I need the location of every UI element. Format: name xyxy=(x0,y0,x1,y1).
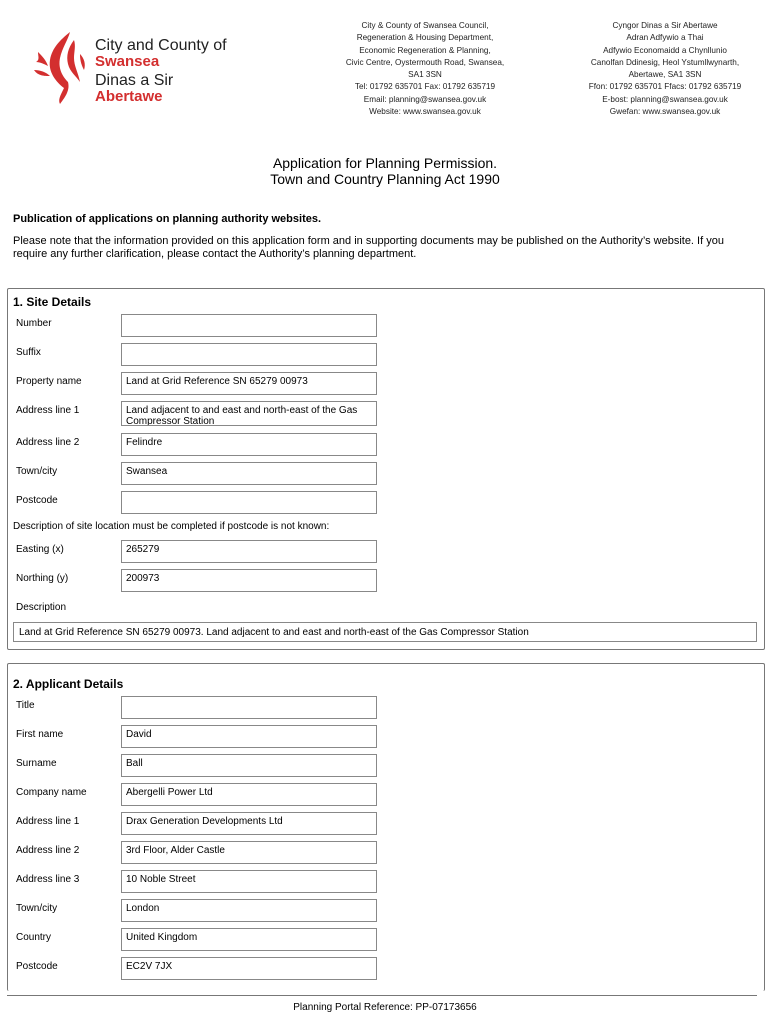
form-title: Application for Planning Permission. xyxy=(272,155,498,171)
applicant-address-line3-field[interactable]: 10 Noble Street xyxy=(121,870,377,893)
site-address-line2-field[interactable]: Felindre xyxy=(121,433,377,456)
logo-line3: Dinas a Sir xyxy=(95,72,174,89)
site-number-field[interactable] xyxy=(121,314,377,337)
applicant-company-field[interactable]: Abergelli Power Ltd xyxy=(121,783,377,806)
applicant-details-heading: 2. Applicant Details xyxy=(13,677,124,691)
applicant-town-label: Town/city xyxy=(16,903,58,914)
address-en-line: SA1 3SN xyxy=(408,70,442,80)
applicant-address-line1-field[interactable]: Drax Generation Developments Ltd xyxy=(121,812,377,835)
site-location-note: Description of site location must be completed if postcode is not known: xyxy=(13,521,330,532)
applicant-town-field[interactable]: London xyxy=(121,899,377,922)
address-english xyxy=(330,20,520,118)
site-postcode-field[interactable] xyxy=(121,491,377,514)
logo-line4: Abertawe xyxy=(95,88,163,105)
publication-heading: Publication of applications on planning authority websites. xyxy=(13,213,322,225)
applicant-address-line2-field[interactable]: 3rd Floor, Alder Castle xyxy=(121,841,377,864)
site-postcode-label: Postcode xyxy=(16,495,58,506)
applicant-surname-label: Surname xyxy=(16,758,57,769)
site-address-line1-label: Address line 1 xyxy=(16,405,80,416)
address-en-email[interactable]: Email: planning@swansea.gov.uk xyxy=(363,94,487,104)
address-cy-website[interactable]: Gwefan: www.swansea.gov.uk xyxy=(609,107,721,117)
site-suffix-label: Suffix xyxy=(16,347,41,358)
site-address-line1-field[interactable]: Land adjacent to and east and north-east of the Gas Compressor Station xyxy=(121,401,377,426)
address-en-line: Regeneration & Housing Department, xyxy=(356,33,494,43)
site-details-heading: 1. Site Details xyxy=(13,295,92,309)
logo-line2: Swansea xyxy=(95,53,160,70)
site-number-label: Number xyxy=(16,318,52,329)
applicant-address-line1-label: Address line 1 xyxy=(16,816,80,827)
site-town-field[interactable]: Swansea xyxy=(121,462,377,485)
address-welsh xyxy=(570,20,760,118)
address-en-line: City & County of Swansea Council, xyxy=(361,21,489,30)
site-description-field[interactable]: Land at Grid Reference SN 65279 00973. Land adjacent to and east and north-east of the Gas Compressor Station xyxy=(13,622,757,642)
portal-reference: Planning Portal Reference: PP-07173656 xyxy=(293,1002,477,1013)
address-en-website[interactable]: Website: www.swansea.gov.uk xyxy=(369,107,481,117)
site-property-name-field[interactable]: Land at Grid Reference SN 65279 00973 xyxy=(121,372,377,395)
address-cy-line: Canolfan Ddinesig, Heol Ystumllwynarth, xyxy=(590,57,740,67)
applicant-country-field[interactable]: United Kingdom xyxy=(121,928,377,951)
address-cy-line: Adfywio Economaidd a Chynllunio xyxy=(603,45,727,55)
northing-field[interactable]: 200973 xyxy=(121,569,377,592)
address-en-line: Tel: 01792 635701 Fax: 01792 635719 xyxy=(354,82,496,92)
address-cy-email[interactable]: E-bost: planning@swansea.gov.uk xyxy=(602,94,728,104)
site-property-name-label: Property name xyxy=(16,376,82,387)
form-subtitle: Town and Country Planning Act 1990 xyxy=(270,171,500,187)
site-address-line2-label: Address line 2 xyxy=(16,437,80,448)
applicant-first-name-field[interactable]: David xyxy=(121,725,377,748)
applicant-postcode-field[interactable]: EC2V 7JX xyxy=(121,957,377,980)
applicant-country-label: Country xyxy=(16,932,52,943)
council-logo-icon xyxy=(30,30,90,105)
site-suffix-field[interactable] xyxy=(121,343,377,366)
address-cy-line: Adran Adfywio a Thai xyxy=(626,33,704,43)
applicant-postcode-label: Postcode xyxy=(16,961,58,972)
northing-label: Northing (y) xyxy=(16,573,69,584)
site-town-label: Town/city xyxy=(16,466,58,477)
address-cy-line: Cyngor Dinas a Sir Abertawe xyxy=(612,21,718,30)
address-en-line: Civic Centre, Oystermouth Road, Swansea, xyxy=(345,57,505,67)
applicant-address-line3-label: Address line 3 xyxy=(16,874,80,885)
applicant-address-line2-label: Address line 2 xyxy=(16,845,80,856)
footer-divider xyxy=(7,995,757,996)
easting-label: Easting (x) xyxy=(16,544,64,555)
applicant-company-label: Company name xyxy=(16,787,87,798)
easting-field[interactable]: 265279 xyxy=(121,540,377,563)
address-en-line: Economic Regeneration & Planning, xyxy=(359,45,491,55)
logo-line1: City and County of xyxy=(95,37,227,54)
site-description-label: Description xyxy=(16,602,67,613)
applicant-first-name-label: First name xyxy=(16,729,64,740)
address-cy-line: Abertawe, SA1 3SN xyxy=(628,70,702,80)
address-cy-line: Ffon: 01792 635701 Ffacs: 01792 635719 xyxy=(588,82,742,92)
applicant-surname-field[interactable]: Ball xyxy=(121,754,377,777)
applicant-title-label: Title xyxy=(16,700,35,711)
publication-note: Please note that the information provided on this application form and in supporting documents may be published on the Authority’s website. If you require any further clarification, please contact the Authority’s planning department. xyxy=(13,235,724,260)
applicant-title-field[interactable] xyxy=(121,696,377,719)
